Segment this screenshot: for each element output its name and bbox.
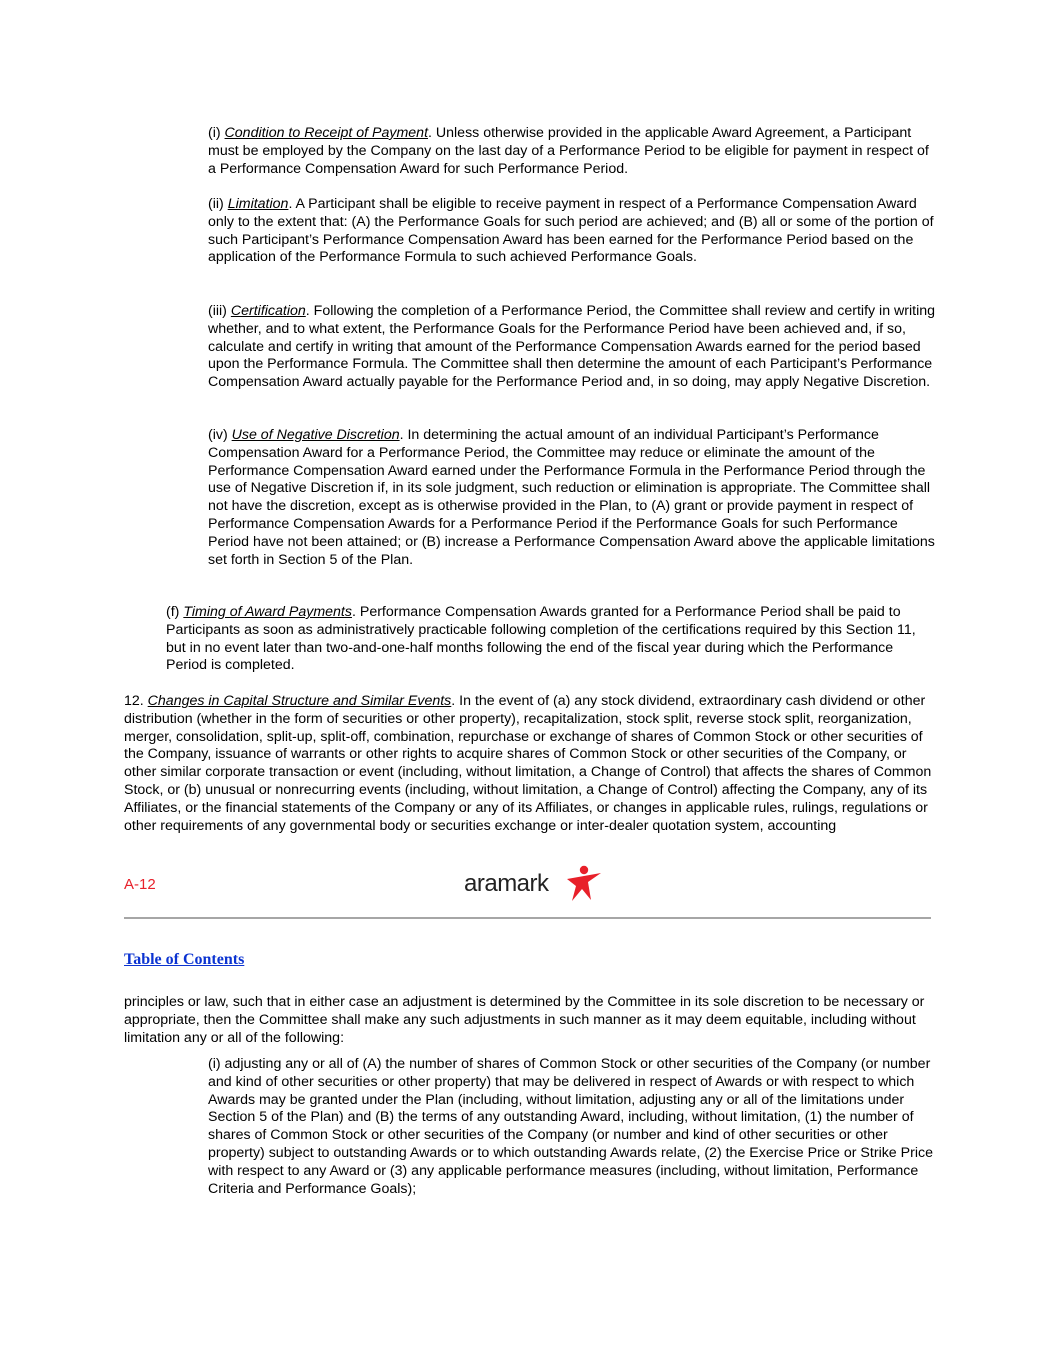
- clause-text: . In determining the actual amount of an individual Participant’s Performance Compensation Award for a Performance Period, the Committee may reduce or eliminate the amount of the Performance Compensation Award earned under the Performance Formula in the Performance Period through the use of Negative Discretion if, in its sole judgment, such reduction or elimination is appropriate. The Committee shall not have the discretion, except as is otherwise provided in the Plan, to (A) grant or provide payment in respect of Performance Compensation Awards for a Performance Period if the Performance Goals for such Performance Period have not been attained; or (B) increase a Performance Compensation Award above the applicable limitations set forth in Section 5 of the Plan.: [208, 427, 935, 568]
- section-12-continuation: principles or law, such that in either case an adjustment is determined by the Committee in its sole discretion to be necessary or appropriate, then the Committee shall make any such adjustments in such manner as it may deem equitable, including without limitation any or all of the following:: [124, 994, 925, 1046]
- clause-heading: Changes in Capital Structure and Similar Events: [147, 693, 452, 709]
- clause-f-timing: [166, 604, 936, 675]
- clause-prefix: (ii): [208, 196, 228, 212]
- clause-prefix: 12.: [124, 693, 148, 709]
- table-of-contents-link[interactable]: Table of Contents: [124, 951, 245, 968]
- page-break-divider: [124, 917, 931, 919]
- clause-prefix: (iii): [208, 303, 231, 319]
- clause-iv-negative-discretion: [208, 427, 938, 569]
- clause-i-adjustments: (i) adjusting any or all of (A) the number of shares of Common Stock or other securities of the Company (or number and kind of other securities or other property) that may be delivered in respect of Awards or with respect to which Awards may be granted under the Plan (including, without limitation, adjusting any or all of the limitations under Section 5 of the Plan) and (B) the terms of any outstanding Award, including, without limitation, (1) the number of shares of Common Stock or other securities of the Company (or number and kind of other securities or other property) subject to outstanding Awards or to which outstanding Awards relate, (2) the Exercise Price or Strike Price with respect to any Award or (3) any applicable performance measures (including, without limitation, Performance Criteria and Performance Goals);: [208, 1056, 933, 1197]
- clause-text: . Performance Compensation Awards granted for a Performance Period shall be paid to Participants as soon as administratively practicable following completion of the certifications required by this Section 11, but in no event later than two-and-one-half months following the end of the fiscal year during which the Performance Period is completed.: [166, 604, 916, 674]
- logo-wordmark: aramark: [464, 870, 549, 897]
- clause-text: . Unless otherwise provided in the applicable Award Agreement, a Participant must be employed by the Company on the last day of a Performance Period to be eligible for payment in respect of a Performance Compensation Award for such Performance Period.: [208, 125, 929, 177]
- clause-prefix: (f): [166, 604, 184, 620]
- clause-text: . Following the completion of a Performance Period, the Committee shall review and certify in writing whether, and to what extent, the Performance Goals for the Performance Period have been achieved and, if so, calculate and certify in writing that amount of the Performance Compensation Awards earned for the period based upon the Performance Formula. The Committee shall then determine the amount of each Participant’s Performance Compensation Award actually payable for the Performance Period and, in so doing, may apply Negative Discretion.: [208, 303, 936, 391]
- clause-ii-limitation: [208, 196, 938, 267]
- clause-heading: Condition to Receipt of Payment: [224, 125, 429, 141]
- clause-text: . A Participant shall be eligible to receive payment in respect of a Performance Compensation Award only to the extent that: (A) the Performance Goals for such period are achieved; and (B) all or some of the portion of such Participant’s Performance Compensation Award has been earned for the Performance Period based on the application of the Performance Formula to such achieved Performance Goals.: [208, 196, 934, 266]
- clause-heading: Certification: [230, 303, 306, 319]
- star-figure-icon: [567, 866, 601, 901]
- clause-prefix: (i): [208, 125, 225, 141]
- clause-text: . In the event of (a) any stock dividend, extraordinary cash dividend or other distribution (whether in the form of securities or other property), recapitalization, stock split, reverse stock split, reorganization, merger, consolidation, split-up, split-off, combination, repurchase or exchange of shares of Common Stock or other securities of the Company, issuance of warrants or other rights to acquire shares of Common Stock or other securities of the Company, or other similar corporate transaction or event (including, without limitation, a Change of Control) that affects the shares of Common Stock, or (b) unusual or nonrecurring events (including, without limitation, a Change of Control) affecting the Company, any of its Affiliates, or the financial statements of the Company or any of its Affiliates, or changes in applicable rules, rulings, regulations or other requirements of any governmental body or securities exchange or inter-dealer quotation system, accounting: [124, 693, 932, 834]
- clause-iii-certification: [208, 303, 938, 392]
- clause-i-condition: [208, 125, 938, 178]
- aramark-logo: [463, 864, 603, 904]
- clause-prefix: (iv): [208, 427, 232, 443]
- clause-heading: Use of Negative Discretion: [231, 427, 400, 443]
- section-12-capital-structure: [124, 693, 936, 835]
- page-number: A-12: [124, 876, 156, 893]
- clause-heading: Timing of Award Payments: [183, 604, 352, 620]
- clause-heading: Limitation: [227, 196, 289, 212]
